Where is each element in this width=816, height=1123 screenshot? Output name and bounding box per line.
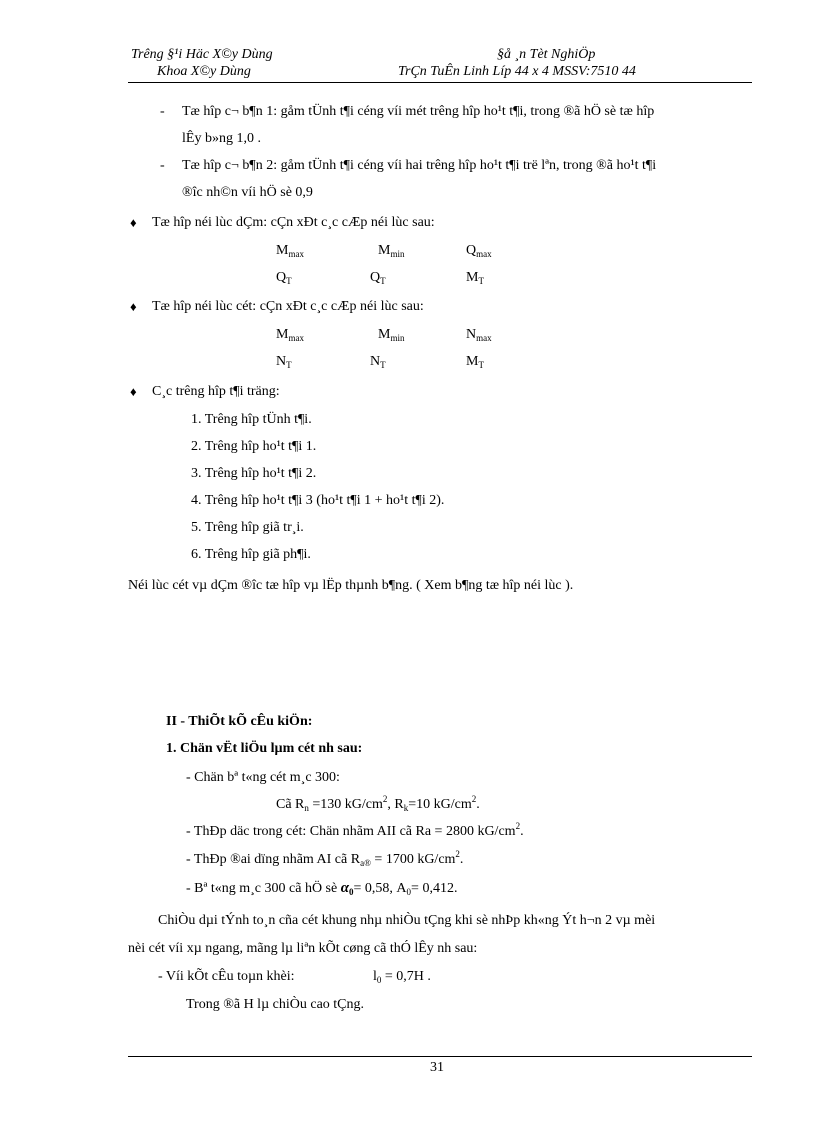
diamond-bullet-icon: ♦ <box>130 299 137 314</box>
footer-rule <box>128 1056 752 1057</box>
column-n-tu-2: $N_T$ <box>370 354 386 370</box>
concrete-choice: - Chän bª t«ng cét m¸c 300: <box>186 770 340 785</box>
load-cases-title: C¸c trêng hîp t¶i träng: <box>152 384 280 399</box>
beam-m-max: $M_{max}$ <box>276 243 304 259</box>
case2-line2: ®îc nh©n víi hÖ sè 0,9 <box>182 185 313 200</box>
beam-q-tu-1: $Q_T$ <box>276 270 292 286</box>
dash-marker-2: - <box>160 158 165 173</box>
header-author: TrÇn TuÊn Linh Líp 44 x 4 MSSV:7510 44 <box>398 64 636 79</box>
load-case-item: 4. Trêng hîp ho¹t t¶i 3 (ho¹t t¶i 1 + ho¹t t¶i 2). <box>191 493 445 508</box>
load-case-item: 3. Trêng hîp ho¹t t¶i 2. <box>191 466 317 481</box>
header-project-title: §å ¸n Tèt NghiÖp <box>497 47 596 62</box>
beam-q-tu-2: $Q_T$ <box>370 270 386 286</box>
case1-line1: Tæ hîp c¬ b¶n 1: gåm tÜnh t¶i céng víi mét trêng hîp ho¹t t¶i, trong ®ã hÖ sè tæ hîp <box>182 104 655 119</box>
load-case-item: 2. Trêng hîp ho¹t t¶i 1. <box>191 439 317 454</box>
length-paragraph-line1: ChiÒu dµi tÝnh to¸n cña cét khung nhµ nhiÒu tÇng khi sè nhÞp kh«ng Ýt h¬n 2 vµ mèi <box>158 913 656 928</box>
header-school: Trêng §¹i Häc X©y Dùng <box>131 47 273 62</box>
column-n-tu-1: $N_T$ <box>276 354 292 370</box>
summary-paragraph: Néi lùc cét vµ dÇm ®îc tæ hîp vµ lËp thµnh b¶ng. ( Xem b¶ng tæ hîp néi lùc ). <box>128 578 574 593</box>
beam-m-tu: $M_T$ <box>466 270 484 286</box>
subsection-heading: 1. Chän vËt liÖu lµm cét nh sau: <box>166 741 363 756</box>
column-m-tu: $M_T$ <box>466 354 484 370</box>
column-n-max: $N_{max}$ <box>466 327 492 343</box>
section-heading: II - ThiÕt kÕ cÊu kiÖn: <box>166 714 313 729</box>
load-case-item: 1. Trêng hîp tÜnh t¶i. <box>191 412 312 427</box>
diamond-bullet-icon: ♦ <box>130 384 137 399</box>
longitudinal-steel: - ThÐp däc trong cét: Chän nhãm AII cã Ra = 2800 $kG/cm^2$. <box>186 821 524 839</box>
beam-combination-title: Tæ hîp néi lùc dÇm: cÇn xÐt c¸c cÆp néi lùc sau: <box>152 215 435 230</box>
beam-m-min: $M_{min}$ <box>378 243 405 259</box>
case1-line2: lÊy b»ng 1,0 . <box>182 131 261 146</box>
stirrup-steel: - ThÐp ®ai dïng nhãm AI cã $R_{a®} = 1700$ $kG/cm^2$. <box>186 849 464 868</box>
effective-length-formula: $l_0 = 0,7H$ . <box>373 969 431 985</box>
column-m-max: $M_{max}$ <box>276 327 304 343</box>
length-paragraph-line2: nèi cét víi xµ ngang, mãng lµ liªn kÕt cøng cã thÓ lÊy nh sau: <box>128 941 478 956</box>
load-case-item: 6. Trêng hîp giã ph¶i. <box>191 547 311 562</box>
concrete-strength: Cã $R_n =130$ $kG/cm^2$, $R_k=10$ $kG/cm^2$. <box>276 794 480 813</box>
concrete-coefficients: - Bª t«ng m¸c 300 cã hÖ sè $\alpha_0= 0,58$, $A_0= 0,412$. <box>186 880 458 897</box>
dash-marker-1: - <box>160 104 165 119</box>
column-combination-title: Tæ hîp néi lùc cét: cÇn xÐt c¸c cÆp néi lùc sau: <box>152 299 424 314</box>
header-rule <box>128 82 752 83</box>
column-m-min: $M_{min}$ <box>378 327 405 343</box>
diamond-bullet-icon: ♦ <box>130 215 137 230</box>
header-faculty: Khoa X©y Dùng <box>157 64 251 79</box>
page-number: 31 <box>430 1060 444 1075</box>
monolithic-frame-label: - Víi kÕt cÊu toµn khèi: <box>158 969 295 984</box>
beam-q-max: $Q_{max}$ <box>466 243 492 259</box>
case2-line1: Tæ hîp c¬ b¶n 2: gåm tÜnh t¶i céng víi hai trêng hîp ho¹t t¶i trë lªn, trong ®ã ho¹t t¶i <box>182 158 657 173</box>
load-case-item: 5. Trêng hîp giã tr¸i. <box>191 520 304 535</box>
height-definition: Trong ®ã H lµ chiÒu cao tÇng. <box>186 997 365 1012</box>
